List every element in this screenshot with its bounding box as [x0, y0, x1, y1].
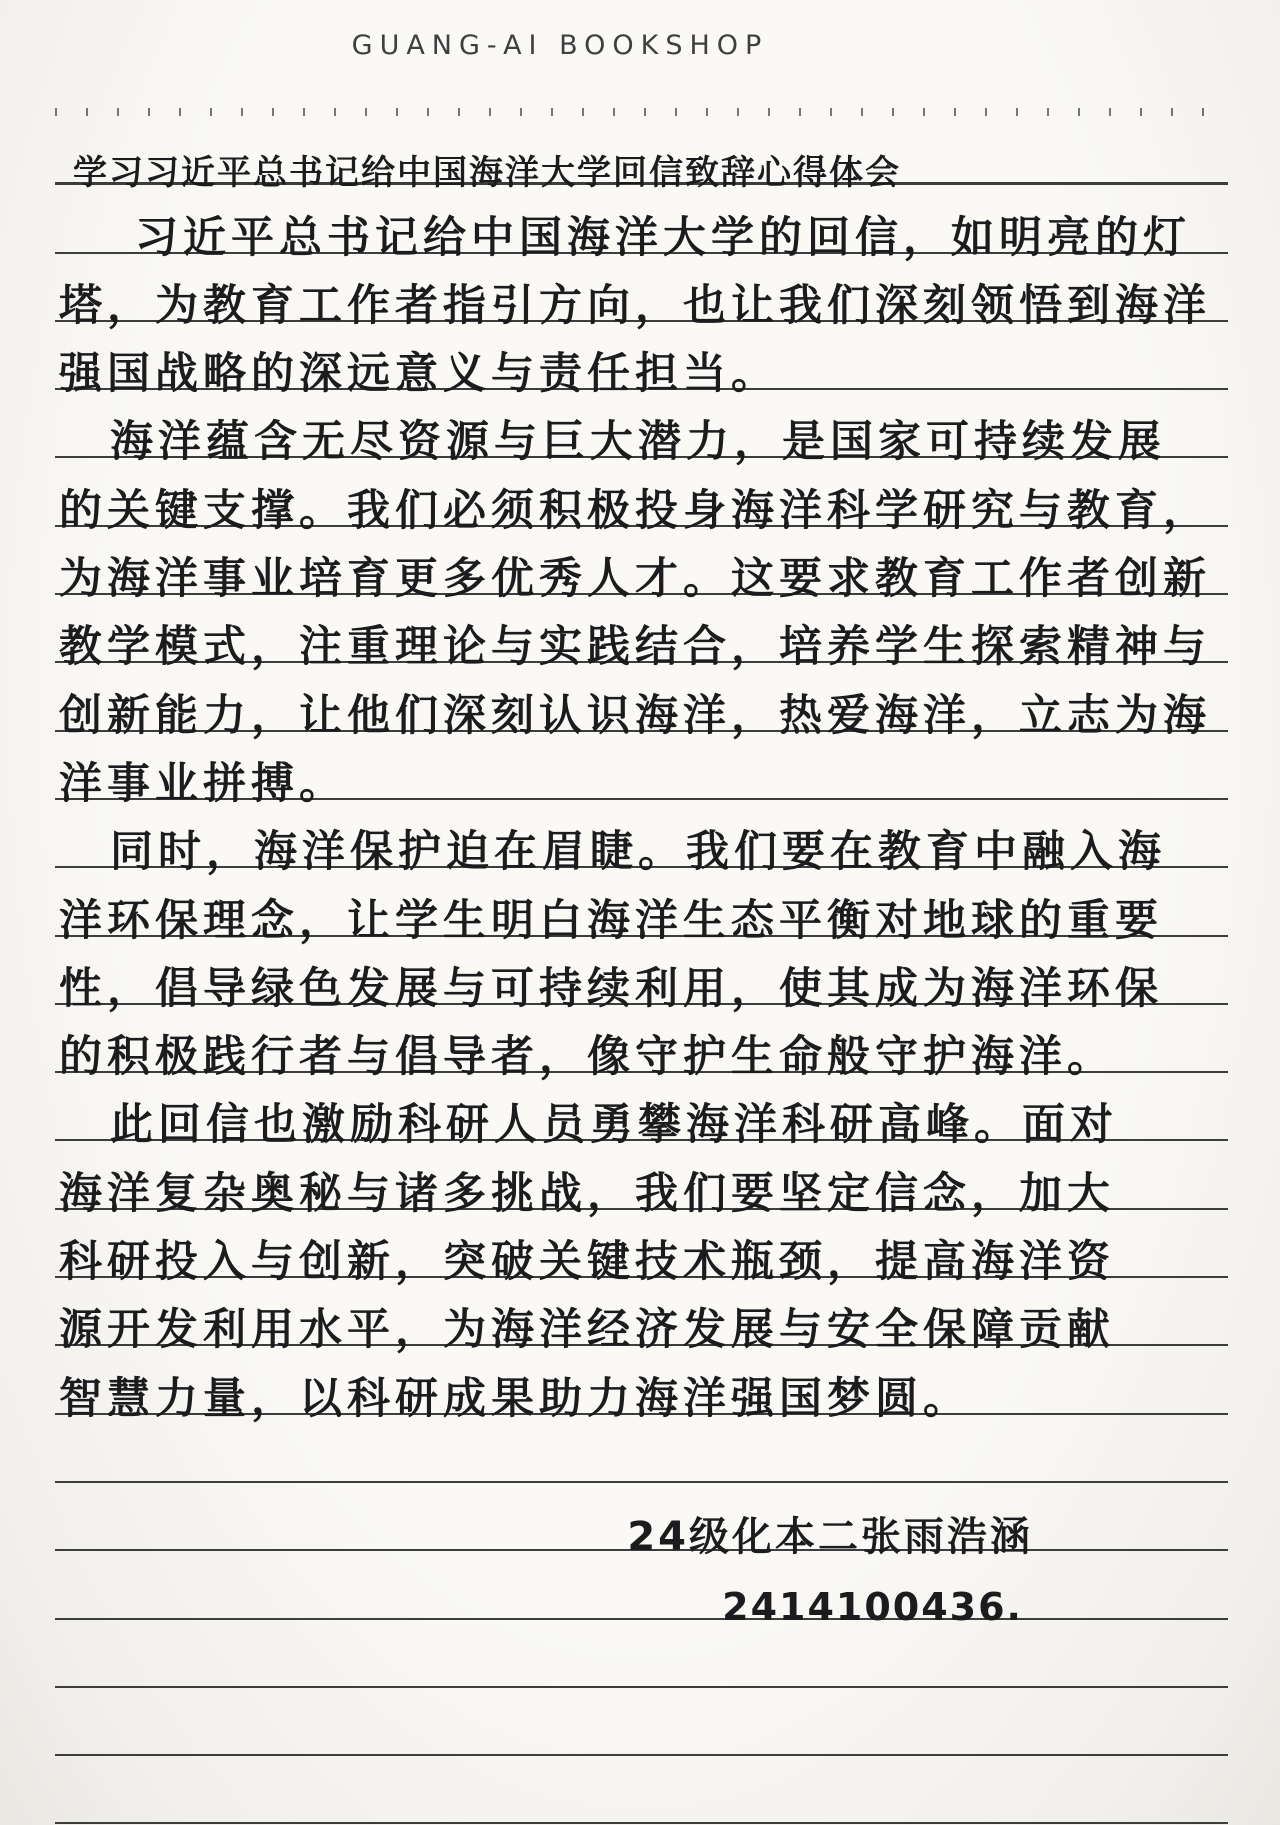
ruled-line: [55, 868, 1228, 946]
ruled-line: [55, 527, 1228, 605]
handwritten-text: 学习习近平总书记给中国海洋大学回信致辞心得体会: [73, 153, 901, 194]
ruled-line: [55, 458, 1228, 536]
perforation-tick-line: [55, 108, 1228, 116]
handwritten-text: 源开发利用水平，为海洋经济发展与安全保障贡献: [59, 1305, 1115, 1356]
ruled-line: [55, 322, 1228, 400]
handwritten-lines-container: [55, 116, 1228, 1824]
handwritten-text: 的积极践行者与倡导者，像守护生命般守护海洋。: [59, 1032, 1115, 1083]
ruled-line: [55, 937, 1228, 1014]
ruled-line: [55, 1141, 1228, 1219]
student-id-line: [55, 1551, 1228, 1629]
handwritten-text: 洋环保理念，让学生明白海洋生态平衡对地球的重要: [59, 895, 1163, 946]
ruled-sheet: [55, 108, 1228, 1824]
handwritten-text: 为海洋事业培育更多优秀人才。这要求教育工作者创新: [59, 554, 1211, 605]
handwritten-text: 教学模式，注重理论与实践结合，培养学生探索精神与: [59, 622, 1211, 673]
handwritten-text: 同时，海洋保护迫在眉睫。我们要在教育中融入海: [110, 827, 1166, 878]
ruled-line: [55, 1210, 1228, 1288]
handwritten-text: 海洋复杂奥秘与诸多挑战，我们要坚定信念，加大: [59, 1168, 1115, 1219]
ruled-line: [55, 1005, 1228, 1083]
title-line: [55, 116, 1228, 194]
ruled-line-blank: [55, 1415, 1228, 1483]
handwritten-text: 科研投入与创新，突破关键技术瓶颈，提高海洋资: [59, 1237, 1115, 1288]
ruled-line-blank: [55, 1688, 1228, 1756]
handwritten-text: 智慧力量，以科研成果助力海洋强国梦圆。: [59, 1373, 971, 1424]
handwritten-text: 创新能力，让他们深刻认识海洋，热爱海洋，立志为海: [59, 690, 1211, 741]
handwritten-text: 洋事业拼搏。: [59, 758, 347, 809]
signature-name-line: [55, 1483, 1228, 1561]
ruled-line: [55, 1278, 1228, 1356]
handwritten-text: 性，倡导绿色发展与可持续利用，使其成为海洋环保: [59, 963, 1163, 1014]
handwritten-text: 24级化本二张雨浩涵: [627, 1514, 1033, 1561]
ruled-line: [55, 595, 1228, 673]
ruled-line: [55, 732, 1228, 809]
bookshop-brand-header: GUANG-AI BOOKSHOP: [351, 30, 769, 61]
handwritten-text: 2414100436.: [722, 1584, 1023, 1629]
ruled-line: [55, 390, 1228, 468]
ruled-line: [55, 1346, 1228, 1424]
ruled-line-blank: [55, 1756, 1228, 1824]
ruled-line: [55, 800, 1228, 878]
handwritten-text: 此回信也激励科研人员勇攀海洋科研高峰。面对: [110, 1100, 1118, 1151]
ruled-line: [55, 185, 1228, 263]
ruled-line: [55, 254, 1228, 331]
handwritten-text: 习近平总书记给中国海洋大学的回信，如明亮的灯: [135, 212, 1191, 263]
handwritten-text: 海洋蕴含无尽资源与巨大潜力，是国家可持续发展: [110, 417, 1166, 468]
ruled-line-blank: [55, 1620, 1228, 1688]
ruled-line: [55, 663, 1228, 741]
handwritten-text: 的关键支撑。我们必须积极投身海洋科学研究与教育，: [59, 485, 1211, 536]
handwritten-text: 塔，为教育工作者指引方向，也让我们深刻领悟到海洋: [59, 280, 1211, 331]
handwritten-text: 强国战略的深远意义与责任担当。: [59, 349, 779, 400]
ruled-line: [55, 1073, 1228, 1151]
